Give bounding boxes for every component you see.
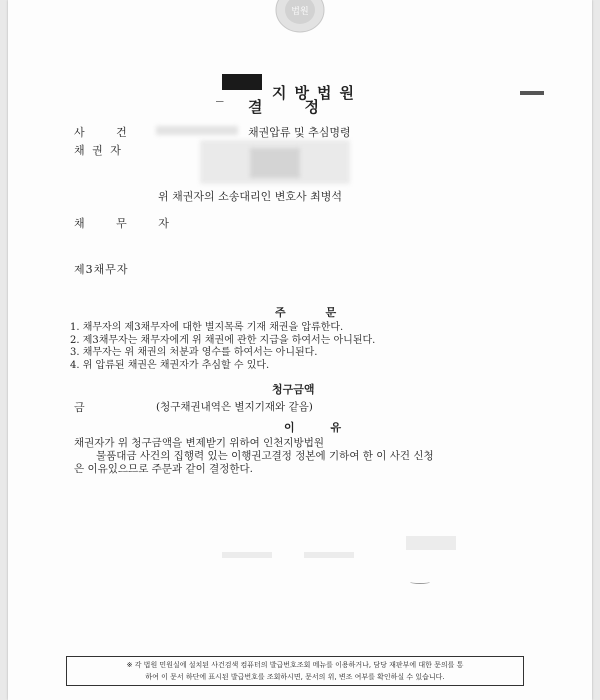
- claim-heading: 청구금액: [272, 383, 315, 396]
- document-page: [8, 0, 592, 700]
- amount-note: (청구채권내역은 별지기재와 같음): [156, 401, 313, 413]
- creditor-lawyer: 위 채권자의 소송대리인 변호사 최병석: [158, 190, 343, 203]
- reason-line: 채권자가 위 청구금액을 변제받기 위하여 인천지방법원: [74, 437, 324, 449]
- redacted-stamp: [406, 536, 456, 550]
- notice-line: ※ 각 법원 민원실에 설치된 사건검색 컴퓨터의 발급번호조회 메뉴를 이용하거나, 담당 재판부에 대한 문의를 통: [126, 661, 464, 669]
- order-item: 4. 위 압류된 채권은 채권자가 추심할 수 있다.: [70, 359, 270, 371]
- court-name: 지방법원: [272, 84, 362, 102]
- redacted-creditor-detail: [250, 148, 300, 178]
- third-debtor-label: 제3채무자: [74, 263, 129, 276]
- document-title: 결정: [248, 98, 361, 116]
- order-item: 2. 제3채무자는 채무자에게 위 채권에 관한 지급을 하여서는 아니된다.: [70, 334, 376, 346]
- signature-mark: [410, 580, 430, 584]
- reason-text: [74, 437, 544, 476]
- creditor-label: 채 권 자: [74, 144, 123, 157]
- verification-notice: [66, 656, 524, 686]
- case-name: 채권압류 및 추심명령: [248, 126, 351, 139]
- order-item: 3. 채무자는 위 채권의 처분과 영수를 하여서는 아니된다.: [70, 347, 318, 358]
- case-label: 사 건: [74, 126, 141, 139]
- order-item: 1. 채무자의 제3채무자에 대한 별지목록 기재 채권을 압류한다.: [70, 322, 344, 333]
- reason-line: 물품대금 사건의 집행력 있는 이행권고결정 정본에 기하여 한 이 사건 신청: [96, 450, 434, 462]
- reason-line: 은 이유있으므로 주문과 같이 결정한다.: [74, 463, 253, 475]
- amount-label: 금: [74, 401, 85, 414]
- court-dash: _: [216, 84, 224, 102]
- debtor-label: 채 무 자: [74, 217, 183, 230]
- seal-text: 법원: [291, 7, 309, 17]
- notice-line: 하여 이 문서 하단에 표시된 발급번호를 조회하시면, 문서의 위, 변조 여부를 확인하실 수 있습니다.: [145, 673, 445, 681]
- redacted-judge: [304, 552, 354, 558]
- reason-heading: 이 유: [284, 421, 358, 434]
- court-seal-icon: [273, 0, 327, 34]
- redacted-case-number: [156, 126, 238, 135]
- margin-mark: [520, 91, 544, 95]
- order-list: [70, 322, 375, 372]
- order-heading: 주 문: [275, 306, 355, 319]
- redacted-court-region: [222, 74, 262, 90]
- redacted-date: [222, 552, 272, 558]
